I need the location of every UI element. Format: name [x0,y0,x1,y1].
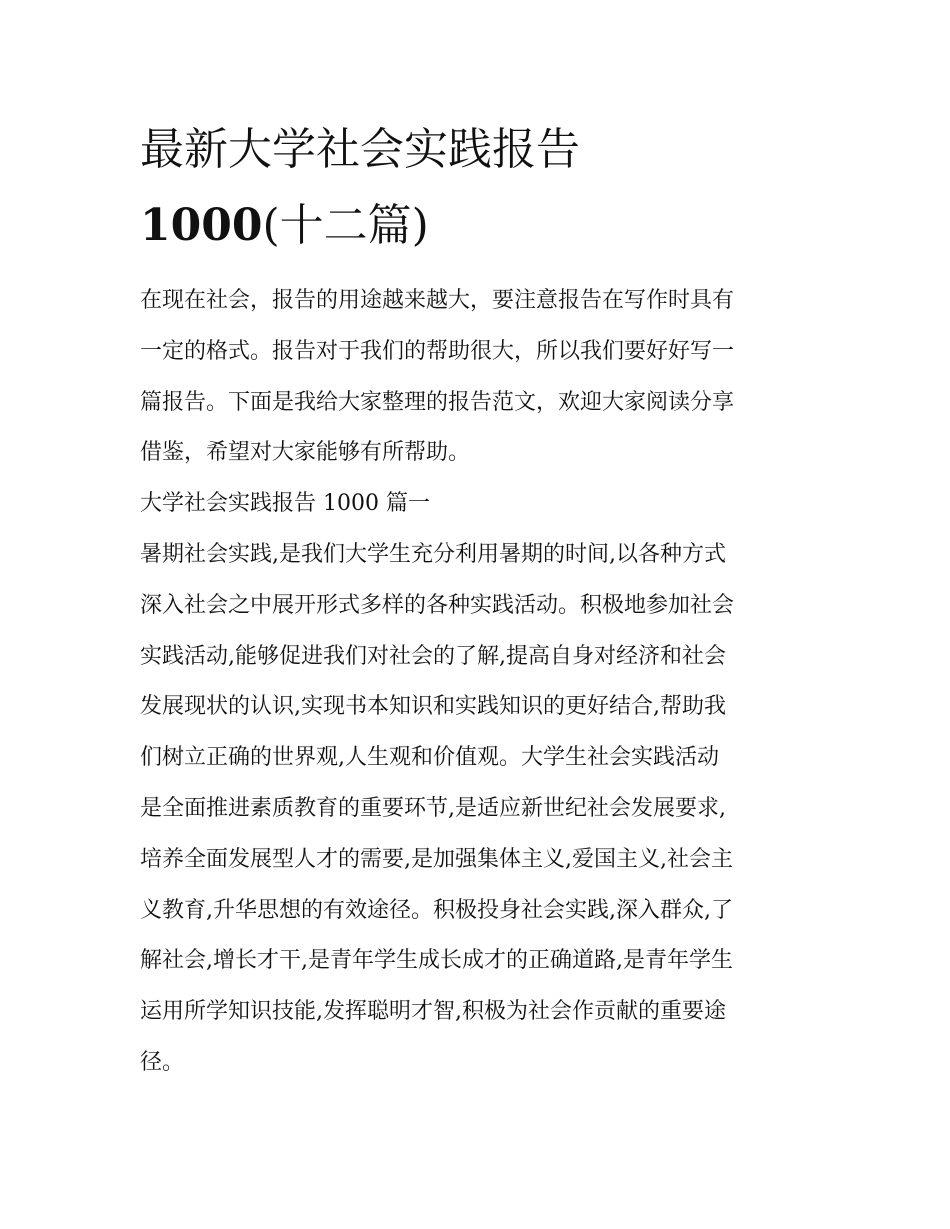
body-line: 径。 [140,1049,185,1075]
body-line: 们树立正确的世界观,人生观和价值观。大学生社会实践活动 [140,745,719,771]
document-body [140,276,816,1089]
intro-line: 篇报告。下面是我给大家整理的报告范文，欢迎大家阅读分享 [140,389,735,415]
intro-line: 在现在社会，报告的用途越来越大，要注意报告在写作时具有 [140,288,735,313]
body-line: 实践活动,能够促进我们对社会的了解,提高自身对经济和社会 [140,643,726,669]
intro-paragraph [140,276,816,479]
body-line: 解社会,增长才干,是青年学生成长成才的正确道路,是青年学生 [140,948,733,974]
document-title [140,112,820,264]
intro-line: 借鉴，希望对大家能够有所帮助。 [140,440,471,466]
title-line-2 [140,188,820,264]
body-line: 运用所学知识技能,发挥聪明才智,积极为社会作贡献的重要途 [140,999,726,1025]
body-line: 义教育,升华思想的有效途径。积极投身社会实践,深入群众,了 [140,897,733,923]
body-line: 是全面推进素质教育的重要环节,是适应新世纪社会发展要求, [140,795,726,821]
body-paragraph [140,530,816,1089]
body-line: 发展现状的认识,实现书本知识和实践知识的更好结合,帮助我 [140,694,726,720]
body-line: 培养全面发展型人才的需要,是加强集体主义,爱国主义,社会主 [140,846,733,872]
intro-line: 一定的格式。报告对于我们的帮助很大，所以我们要好好写一 [140,338,735,364]
title-number: 1000 [140,200,263,251]
body-line: 深入社会之中展开形式多样的各种实践活动。积极地参加社会 [140,592,735,618]
body-line: 暑期社会实践,是我们大学生充分利用暑期的时间,以各种方式 [140,541,726,567]
title-suffix: (十二篇) [262,200,429,251]
section-heading: 大学社会实践报告 1000 篇一 [140,491,430,517]
title-line-1: 最新大学社会实践报告 [140,124,580,175]
